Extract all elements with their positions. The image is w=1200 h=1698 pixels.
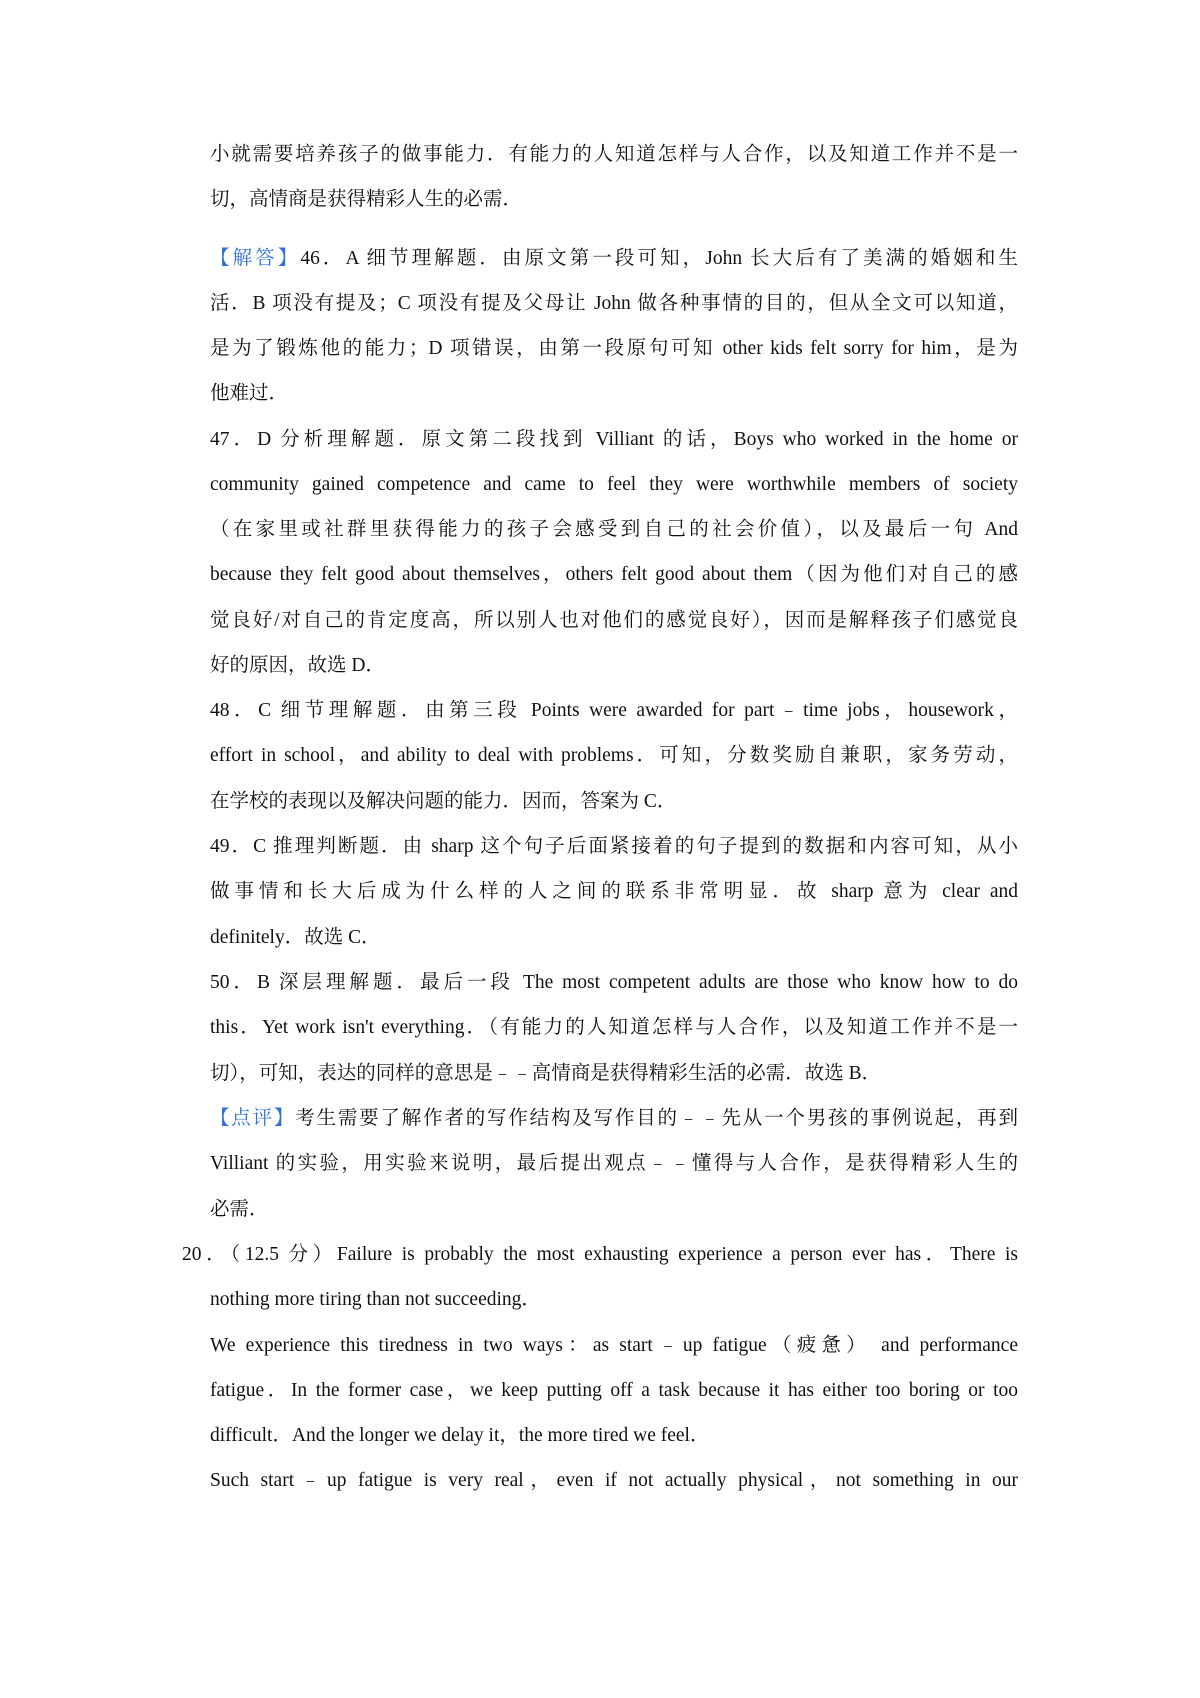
- paragraph-line: 在学校的表现以及解决问题的能力．因而，答案为 C．: [210, 791, 677, 812]
- paragraph-line: 活．B 项没有提及；C 项没有提及父母让 John 做各种事情的目的，但从全文可以知道，: [210, 293, 1018, 314]
- paragraph-line: 必需．: [210, 1199, 269, 1220]
- paragraph-line: this．Yet work isn't everything．（有能力的人知道怎样与人合作，以及知道工作并不是一: [210, 1017, 1018, 1038]
- paragraph-line: 49．C 推理判断题．由 sharp 这个句子后面紧接着的句子提到的数据和内容可知，从小: [210, 836, 1018, 857]
- answer-line: 【解答】46．A 细节理解题．由原文第一段可知，John 长大后有了美满的婚姻和生: [210, 248, 1018, 269]
- paragraph-line: fatigue．In the former case，we keep putting off a task because it has either too boring or too: [210, 1380, 1018, 1401]
- comment-line: 【点评】考生需要了解作者的写作结构及写作目的﹣﹣先从一个男孩的事例说起，再到: [210, 1108, 1018, 1129]
- paragraph-line: definitely．故选 C．: [210, 927, 381, 948]
- paragraph-line: We experience this tiredness in two ways：as start﹣up fatigue（疲惫） and performance: [210, 1335, 1018, 1356]
- paragraph-line: 他难过．: [210, 383, 289, 404]
- paragraph-line: 48．C 细节理解题．由第三段 Points were awarded for part﹣time jobs，housework，: [210, 700, 1018, 721]
- paragraph-line: 切），可知，表达的同样的意思是﹣﹣高情商是获得精彩生活的必需．故选 B．: [210, 1063, 882, 1084]
- comment-tag: 【点评】: [210, 1108, 296, 1129]
- paragraph-line: because they felt good about themselves，others felt good about them（因为他们对自己的感: [210, 564, 1018, 585]
- question-line: 20．（12.5 分）Failure is probably the most exhausting experience a person ever has．There is: [182, 1244, 1018, 1265]
- paragraph-line: Villiant 的实验，用实验来说明，最后提出观点﹣﹣懂得与人合作，是获得精彩人生的: [210, 1153, 1018, 1174]
- paragraph-line: nothing more tiring than not succeeding．: [210, 1289, 541, 1310]
- paragraph-line: 小就需要培养孩子的做事能力．有能力的人知道怎样与人合作，以及知道工作并不是一: [210, 144, 1018, 165]
- paragraph-line: （在家里或社群里获得能力的孩子会感受到自己的社会价值），以及最后一句 And: [210, 519, 1018, 540]
- paragraph-line: community gained competence and came to feel they were worthwhile members of society: [210, 474, 1018, 495]
- paragraph-line: difficult．And the longer we delay it，the more tired we feel．: [210, 1425, 710, 1446]
- paragraph-line: effort in school，and ability to deal with problems．可知，分数奖励自兼职，家务劳动，: [210, 745, 1018, 766]
- paragraph-line: 切，高情商是获得精彩人生的必需．: [210, 189, 523, 210]
- paragraph-line: 47．D 分析理解题．原文第二段找到 Villiant 的话，Boys who worked in the home or: [210, 429, 1018, 450]
- paragraph-line: 做事情和长大后成为什么样的人之间的联系非常明显．故 sharp 意为 clear and: [210, 881, 1018, 902]
- answer-tag: 【解答】: [210, 248, 301, 269]
- paragraph-line: 50．B 深层理解题．最后一段 The most competent adults are those who know how to do: [210, 972, 1018, 993]
- paragraph-line: 觉良好/对自己的肯定度高，所以别人也对他们的感觉良好），因而是解释孩子们感觉良: [210, 610, 1018, 631]
- paragraph-line: 好的原因，故选 D．: [210, 655, 385, 676]
- paragraph-line: 是为了锻炼他的能力；D 项错误，由第一段原句可知 other kids felt sorry for him，是为: [210, 338, 1018, 359]
- paragraph-line: Such start﹣up fatigue is very real，even if not actually physical，not something in our: [210, 1470, 1018, 1491]
